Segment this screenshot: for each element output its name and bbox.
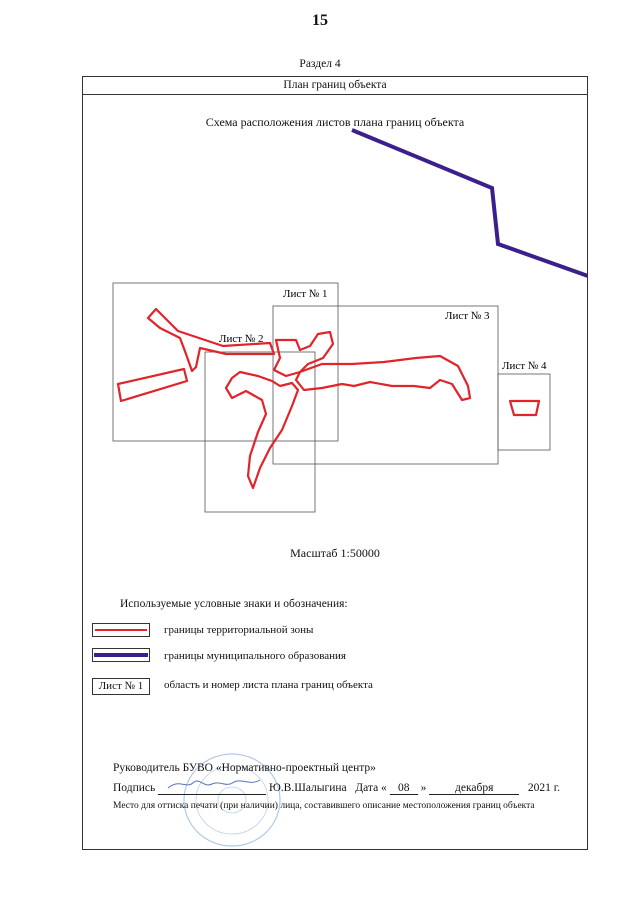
sheet-layout-map <box>82 95 588 515</box>
sign-label: Подпись <box>113 782 156 794</box>
date-close: » <box>420 782 427 794</box>
sheet-3-label: Лист № 3 <box>445 310 490 322</box>
zone-west-strip <box>118 369 187 401</box>
sheet-4-label: Лист № 4 <box>502 360 547 372</box>
signer-name: Ю.В.Шалыгина <box>268 782 347 794</box>
date-year: 2021 г. <box>527 782 560 794</box>
legend-municipal-text: границы муниципального образования <box>164 650 346 662</box>
sheet-2-label: Лист № 2 <box>219 333 264 345</box>
legend-sheet-sample: Лист № 1 <box>92 678 150 695</box>
page-number: 15 <box>312 12 328 29</box>
signature-org-line: Руководитель БУВО «Нормативно-проектный центр» <box>113 762 376 774</box>
sheet-4-area <box>498 374 550 450</box>
section-label: Раздел 4 <box>299 58 341 70</box>
legend-municipal-swatch <box>92 648 150 662</box>
stamp-note: Место для оттиска печати (при наличии) лица, составившего описание местоположения границ объекта <box>113 801 535 811</box>
zone-east-block <box>510 401 539 415</box>
sheet-1-label: Лист № 1 <box>283 288 328 300</box>
frame-header: План границ объекта <box>82 76 588 95</box>
scale-label: Масштаб 1:50000 <box>290 546 380 560</box>
zone-eastern-corridor <box>296 356 470 400</box>
legend-title: Используемые условные знаки и обозначения: <box>120 598 348 610</box>
handwritten-signature-icon <box>164 776 264 792</box>
zone-central-core <box>274 332 333 376</box>
scheme-title: Схема расположения листов плана границ объекта <box>205 115 465 129</box>
municipal-boundary <box>352 130 588 276</box>
legend-zone-text: границы территориальной зоны <box>164 624 314 636</box>
legend-zone-swatch <box>92 623 150 637</box>
sheet-1-area <box>113 283 338 441</box>
legend-sheet-text: область и номер листа плана границ объекта <box>164 679 373 691</box>
signature-field <box>158 782 266 795</box>
date-day: 08 <box>390 782 418 795</box>
date-label: Дата « <box>355 782 387 794</box>
date-month: декабря <box>429 782 519 795</box>
signature-row <box>113 782 560 795</box>
zone-central-stem <box>226 372 298 488</box>
